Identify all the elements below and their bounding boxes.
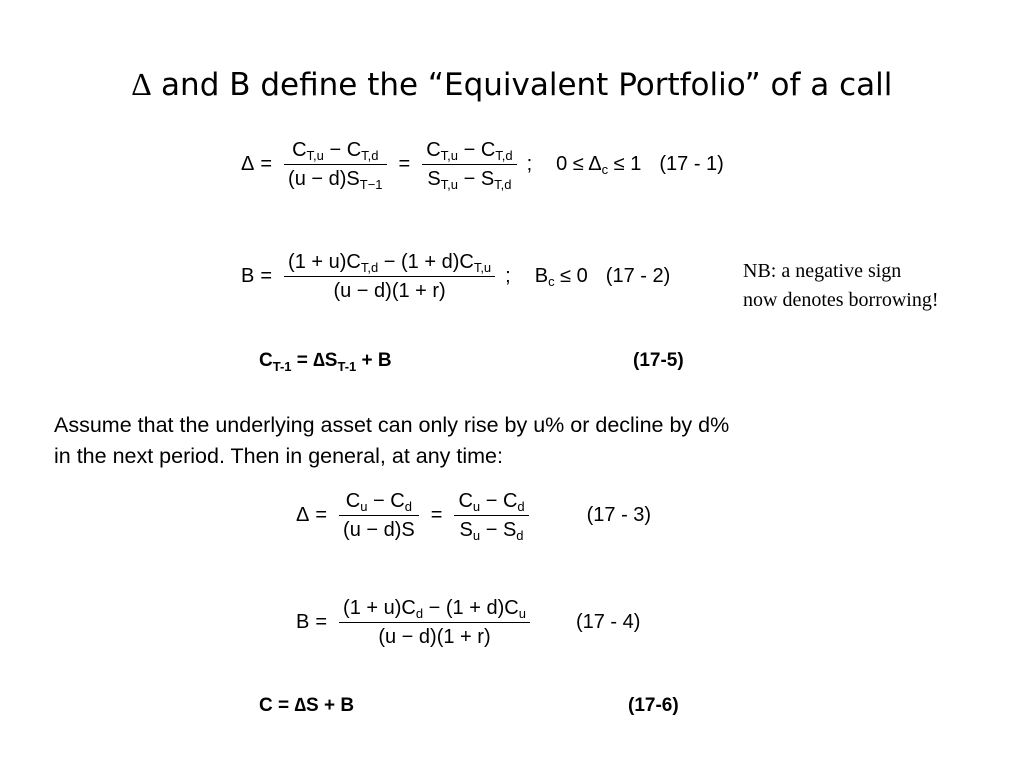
equation-17-3: [296, 490, 652, 543]
eq3-f1-denominator: (u − d)S: [339, 515, 419, 540]
eq4-fraction: [339, 598, 530, 647]
eq3-f1-numerator: $C_u - C_d$: [345, 490, 412, 514]
eq2-numerator: $(1 + u)C_{T,d} - (1 + d)C_{T,u}$: [288, 251, 492, 275]
eq3-fraction-1: [339, 491, 419, 540]
eq2-condition: $B_c \le 0$: [534, 265, 588, 289]
eq3-tag: (17 - 3): [586, 504, 652, 526]
eq6-tag: (17-6): [628, 695, 679, 716]
eq3-f2-denominator: $S_u - S_d$: [454, 515, 528, 540]
eq1-f2-numerator: $C_{T,u} - C_{T,d}$: [426, 139, 513, 163]
eq1-f1-denominator: $(u - d)S_{T-1}$: [284, 164, 386, 189]
title-text: and B define the “Equivalent Portfolio” of a call: [161, 67, 893, 103]
title-delta-symbol: ∆: [131, 66, 152, 102]
eq4-lhs: B: [296, 611, 310, 633]
eq3-equals: =: [315, 504, 328, 526]
eq1-condition: $0 \le \Delta_c \le 1$: [556, 153, 642, 177]
equation-17-6: C = ∆S + B: [259, 695, 355, 716]
eq2-lhs: B: [241, 265, 255, 287]
equation-17-2: [241, 252, 670, 301]
eq1-equals: =: [260, 153, 273, 175]
eq4-equals: =: [315, 611, 328, 633]
borrowing-note: [743, 257, 939, 315]
eq1-f1-numerator: $C_{T,u} - C_{T,d}$: [292, 139, 379, 163]
eq2-tag: (17 - 2): [605, 265, 671, 287]
equation-17-4: [296, 598, 640, 647]
eq3-f2-numerator: $C_u - C_d$: [458, 490, 525, 514]
eq1-fraction-2: [422, 139, 516, 192]
paragraph-line-2: in the next period. Then in general, at any time:: [54, 444, 503, 468]
note-line-2: now denotes borrowing!: [743, 289, 939, 311]
eq3-lhs: Δ: [296, 504, 310, 526]
paragraph-line-1: Assume that the underlying asset can only rise by u% or decline by d%: [54, 413, 730, 437]
eq1-f2-denominator: $S_{T,u} - S_{T,d}$: [422, 164, 516, 189]
eq4-denominator: (u − d)(1 + r): [339, 622, 530, 647]
eq4-numerator: $(1 + u)C_d - (1 + d)C_u$: [343, 597, 526, 621]
assumption-paragraph: [54, 410, 984, 472]
eq1-separator: ;: [526, 153, 533, 175]
eq1-lhs: Δ: [241, 153, 255, 175]
equation-17-1: [241, 139, 724, 192]
eq2-separator: ;: [505, 265, 511, 287]
slide-title: [0, 58, 1024, 111]
eq2-equals: =: [260, 265, 273, 287]
eq1-tag: (17 - 1): [659, 153, 724, 175]
equation-17-5: $C_{T-1} = \Delta S_{T-1} + B$: [259, 350, 392, 374]
eq1-equals-2: =: [398, 153, 411, 175]
eq3-fraction-2: [454, 490, 528, 543]
note-line-1: NB: a negative sign: [743, 260, 902, 282]
eq3-equals-2: =: [430, 504, 443, 526]
eq1-fraction-1: [284, 139, 386, 192]
eq2-denominator: (u − d)(1 + r): [284, 276, 495, 301]
eq4-tag: (17 - 4): [575, 611, 641, 633]
eq5-tag: (17-5): [633, 350, 684, 371]
eq2-fraction: [284, 252, 495, 301]
